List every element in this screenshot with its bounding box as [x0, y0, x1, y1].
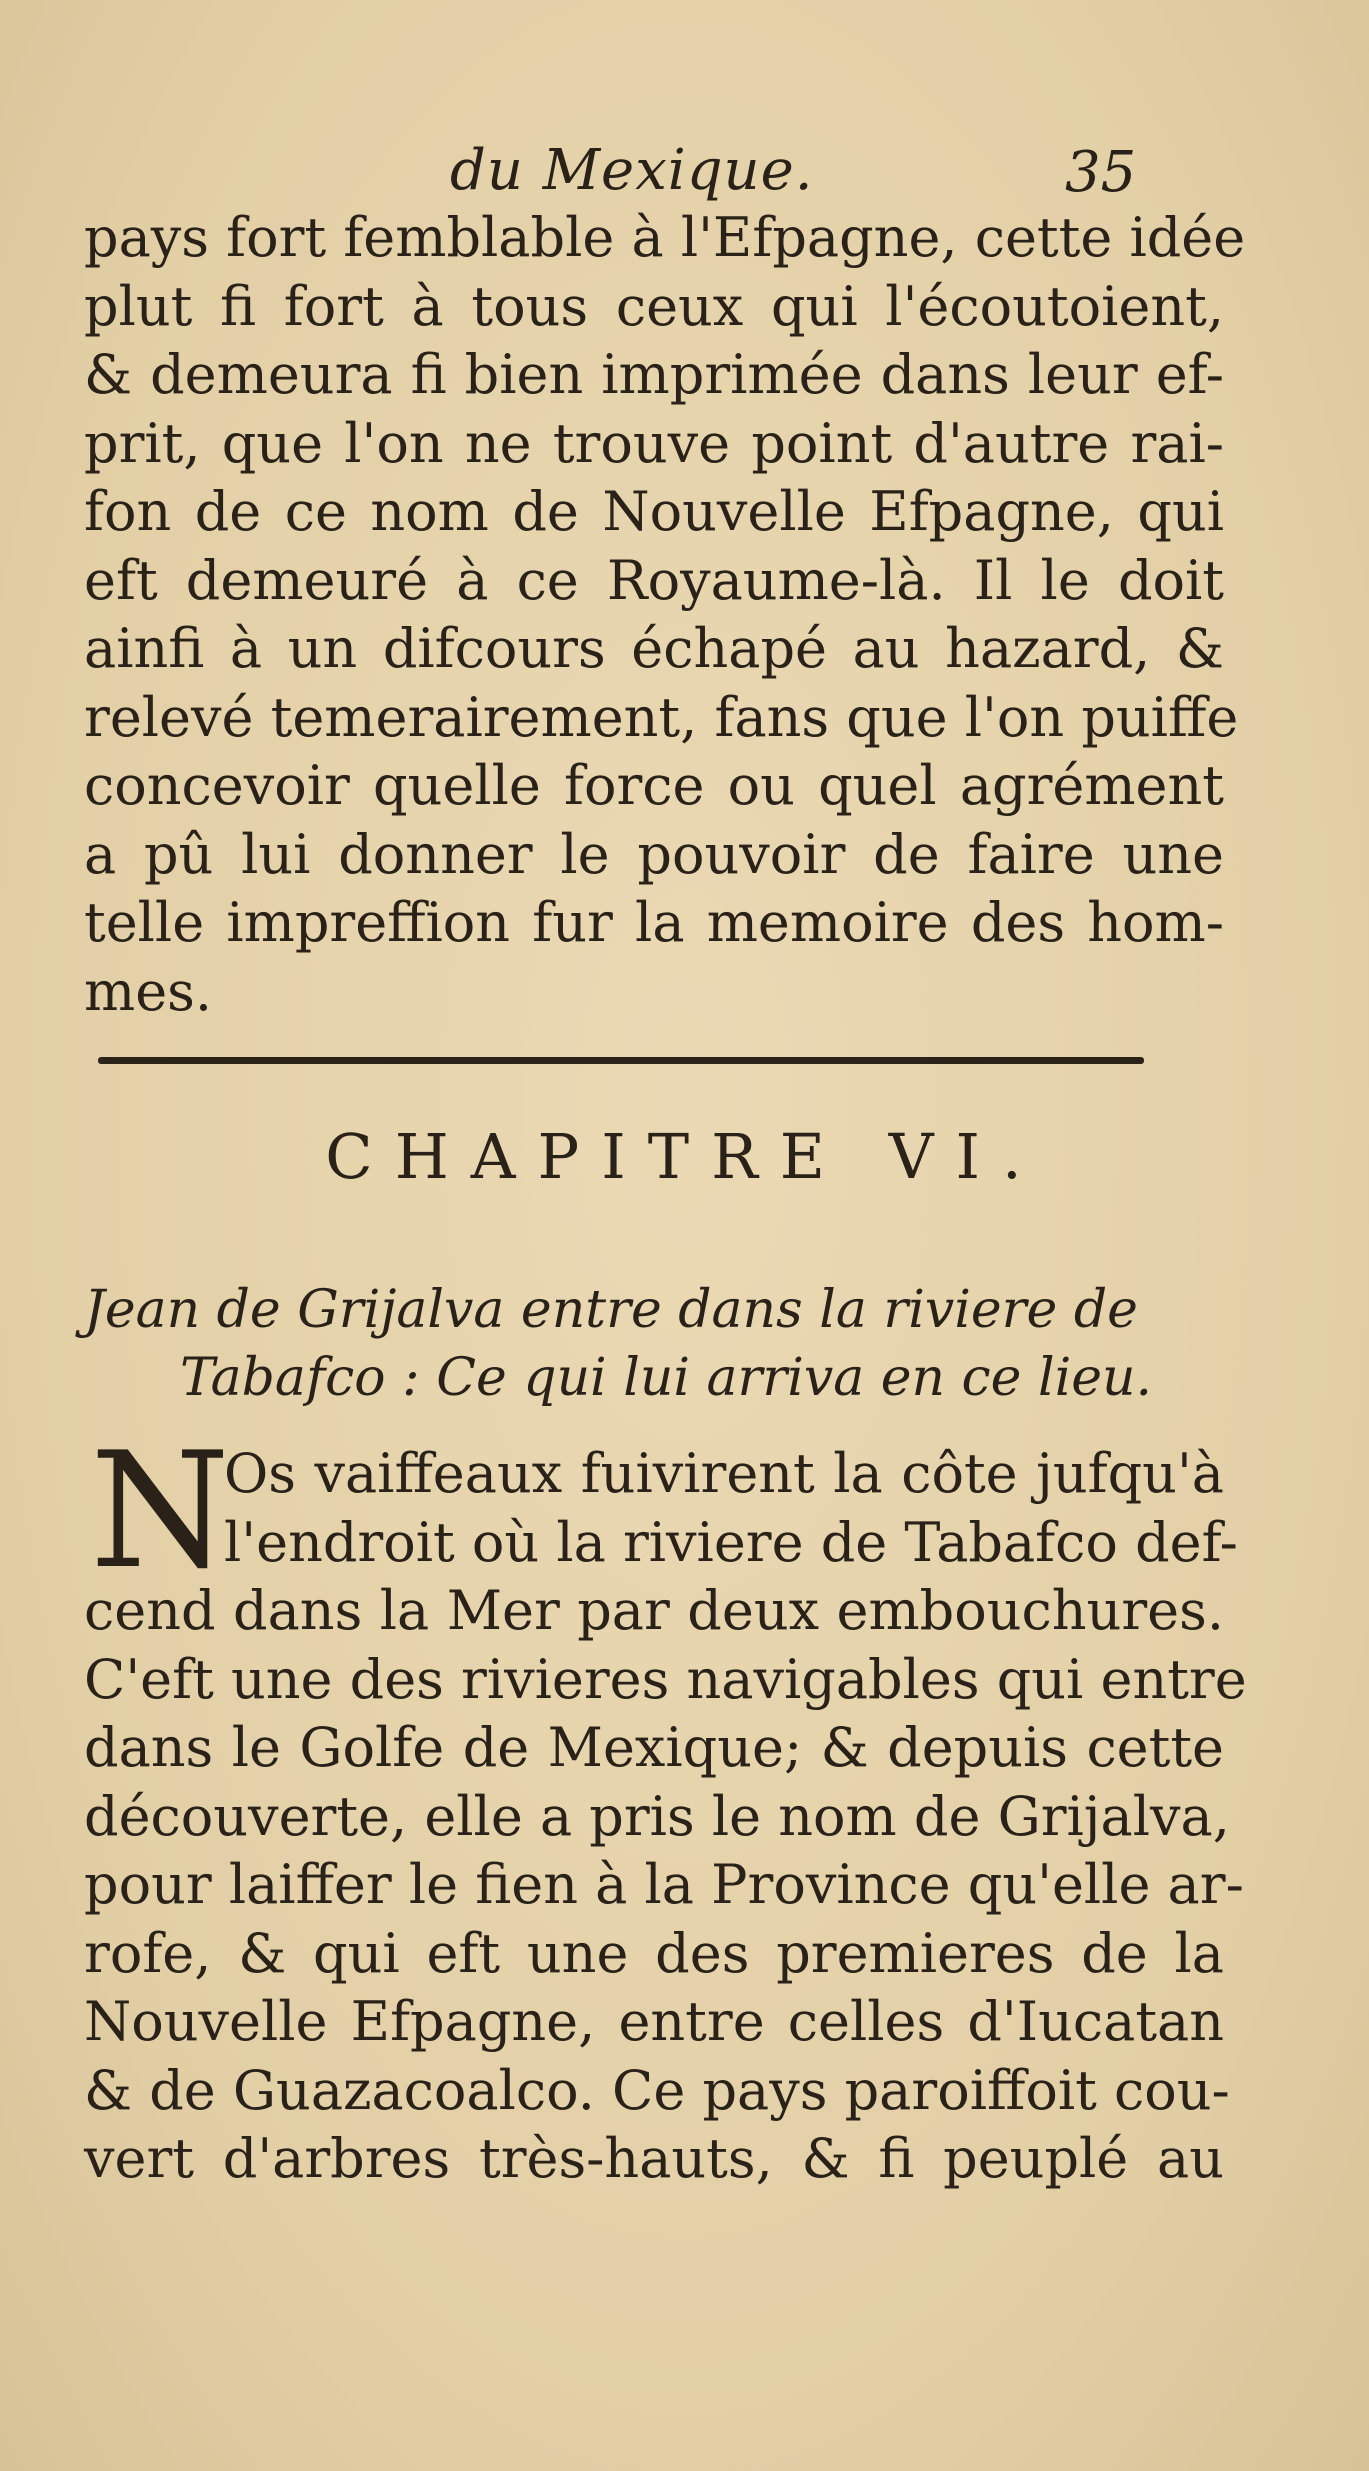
text-line: concevoir quelle force ou quel agrément [84, 754, 1224, 817]
text-line: prit, que l'on ne trouve point d'autre rai- [84, 411, 1224, 475]
text-line: eft demeuré à ce Royaume-là. Il le doit [84, 548, 1224, 612]
text-line: dans le Golfe de Mexique; & depuis cette [84, 1716, 1224, 1779]
text-line: C'eft une des rivieres navigables qui entre [84, 1647, 1247, 1711]
page-number: 35 [1065, 140, 1137, 205]
text-line: fon de ce nom de Nouvelle Efpagne, qui [84, 480, 1224, 543]
text-line: cend dans la Mer par deux embouchures. [84, 1579, 1224, 1642]
text-line: relevé temerairement, fans que l'on puiffe [84, 685, 1239, 749]
text-line: plut fi fort à tous ceux qui l'écoutoient, [84, 274, 1224, 338]
chapter-title: CHAPITRE VI. [325, 1120, 1044, 1193]
text-line: & demeura fi bien imprimée dans leur ef- [84, 343, 1224, 406]
chapter-paragraph [84, 1440, 1247, 2194]
text-line: l'endroit où la riviere de Tabafco def- [224, 1510, 1238, 1574]
drop-cap: N [90, 1417, 230, 1604]
text-line: rofe, & qui eft une des premieres de la [84, 1921, 1224, 1985]
text-line: pays fort femblable à l'Efpagne, cette idée [84, 206, 1246, 269]
text-line: & de Guazacoalco. Ce pays paroiffoit cou- [84, 2058, 1230, 2122]
text-line: pour laiffer le fien à la Province qu'elle ar- [84, 1853, 1244, 1916]
chapter-subtitle-line-2: Tabafco : Ce qui lui arriva en ce lieu. [180, 1348, 1153, 1408]
text-line: a pû lui donner le pouvoir de faire une [84, 822, 1224, 886]
text-line: ainfi à un difcours échapé au hazard, & [84, 617, 1224, 680]
running-head: du Mexique. [450, 138, 814, 203]
text-line: telle impreffion fur la memoire des hom- [84, 891, 1224, 954]
chapter-subtitle-line-1: Jean de Grijalva entre dans la riviere de [84, 1280, 1138, 1340]
text-line: Os vaiffeaux fuivirent la côte jufqu'à [224, 1442, 1224, 1505]
text-line: vert d'arbres très-hauts, & fi peuplé au [84, 2127, 1224, 2190]
text-line: Nouvelle Efpagne, entre celles d'Iucatan [84, 1990, 1224, 2053]
section-divider-rule [98, 1057, 1144, 1064]
text-line: découverte, elle a pris le nom de Grijalva, [84, 1784, 1230, 1848]
paragraph-continuation [84, 204, 1246, 1026]
text-line: mes. [84, 959, 213, 1023]
